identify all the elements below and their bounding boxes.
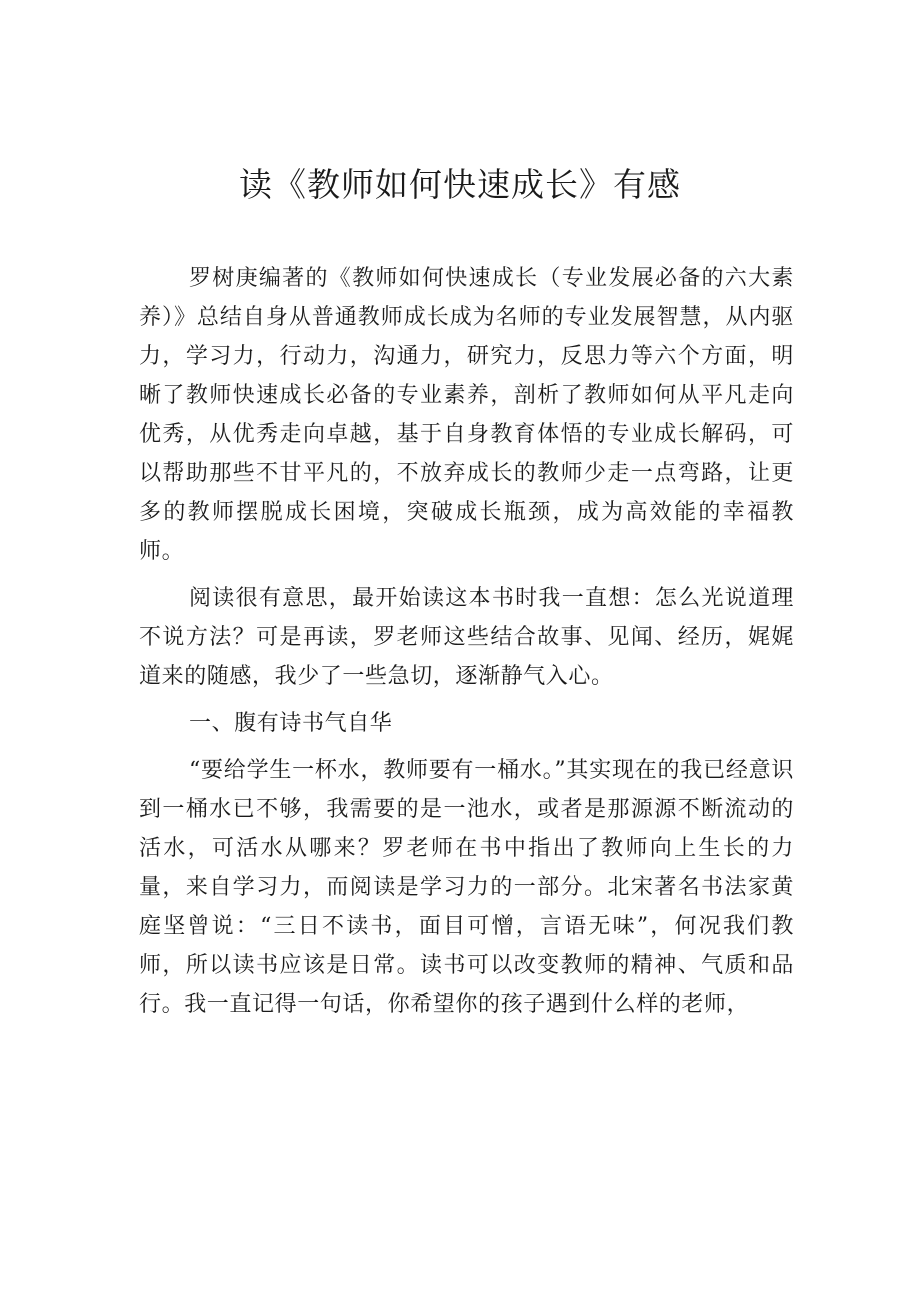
section-heading: 一、腹有诗书气自华: [189, 711, 393, 736]
paragraph-reading: 阅读很有意思，最开始读这本书时我一直想：怎么光说道理不说方法？可是再读，罗老师这些结合故事、见闻、经历，娓娓道来的随感，我少了一些急切，逐渐静气入心。: [139, 586, 794, 689]
paragraph-intro: 罗树庚编著的《教师如何快速成长（专业发展必备的六大素养）》总结自身从普通教师成长成为名师的专业发展智慧，从内驱力，学习力，行动力，沟通力，研究力，反思力等六个方面，明晰了教师快速成长必备的专业素养，剖析了教师如何从平凡走向优秀，从优秀走向卓越，基于自身教育体悟的专业成长解码，可以帮助那些不甘平凡的，不放弃成长的教师少走一点弯路，让更多的教师摆脱成长困境，突破成长瓶颈，成为高效能的幸福教师。: [139, 266, 794, 564]
paragraph-section-one: “要给学生一杯水，教师要有一桶水。”其实现在的我已经意识到一桶水已不够，我需要的是一池水，或者是那源源不断流动的活水，可活水从哪来？罗老师在书中指出了教师向上生长的力量，来自学习力，而阅读是学习力的一部分。北宋著名书法家黄庭坚曾说：“三日不读书，面目可憎，言语无味”，何况我们教师，所以读书应该是日常。读书可以改变教师的精神、气质和品行。我一直记得一句话，你希望你的孩子遇到什么样的老师，: [139, 758, 794, 1017]
document-body: [139, 259, 794, 1024]
document-title: 读《教师如何快速成长》有感: [239, 165, 681, 204]
